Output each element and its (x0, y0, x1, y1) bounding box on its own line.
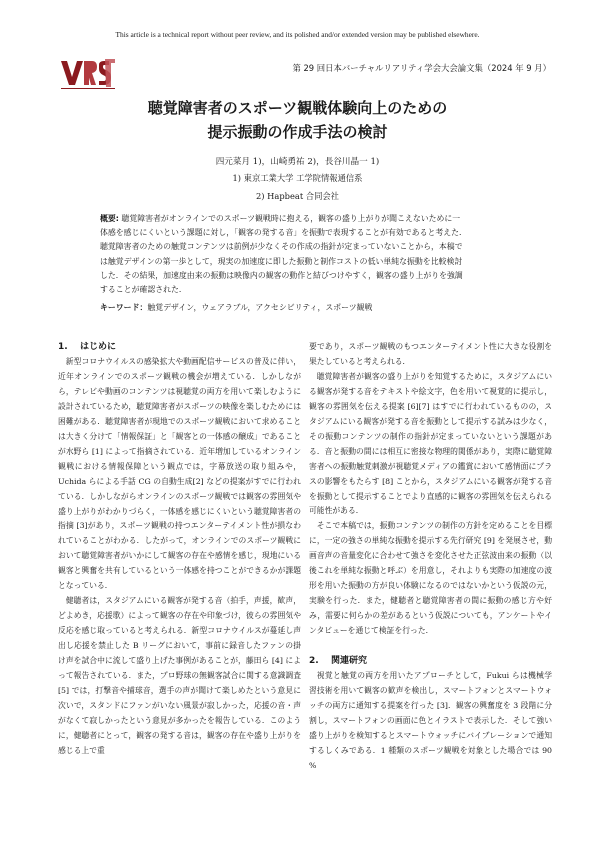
paragraph: そこで本稿では，振動コンテンツの制作の方針を定めることを目標に，一定の強さの単純な振動を提示する先行研究 [9] を発展させ，動画音声の音量変化に合わせて強さを変化させた正弦波由来の振動（以後これを単純な振動と呼ぶ）を用意し，それよりも実際の加速度の波形を用いた振動の方が良い体験になるのではないかという仮説の元，実験を行った．また，健聴者と聴覚障害者の間に振動の感じ方や好み，需要に何らかの差があるという仮説についても，アンケートやインタビューを通じて検証を行った． (309, 521, 553, 636)
proceedings-info: 第 29 回日本バーチャルリアリティ学会大会論文集（2024 年 9 月） (292, 63, 551, 73)
author-list: 四元菜月 1)，山崎勇祐 2)，長谷川晶一 1) (215, 157, 380, 167)
section-heading-related-work: 2. 関連研究 (309, 656, 368, 667)
abstract-line: 聴覚障害者のための触覚コンテンツは前例が少なくその作成の指針が定まっていないことから，本稿で (100, 242, 463, 252)
affiliation-2: 2) Hapbeat 合同会社 (256, 191, 339, 201)
abstract (100, 212, 498, 297)
review-notice: This article is a technical report without peer review, and its polished and/or extended version may be published elsewhere. (115, 30, 480, 39)
abstract-line: することが確認された． (100, 285, 187, 295)
abstract-line: 体感を感じにくいという課題に対し，「観客の発する音」を振動で表現することが有効であると考えた． (100, 228, 467, 238)
paragraph: 要であり，スポーツ観戦のもつエンターテイメント性に大きな役割を果たしていると考えられる． (309, 342, 553, 366)
paragraph: 健聴者は，スタジアムにいる観客が発する音（拍手，声援，歓声，どよめき，応援歌）によって観客の存在や印象づけ，彼らの雰囲気や反応を感じ取っていると考えられる．新型コロナウイルスが蔓延し声出し応援を禁止した B リーグにおいて，事前に録音したファンの掛け声を試合中に流して盛り上げた事例があることが，藤田ら [4] によって報告されている．また，プロ野球の無観客試合に関する意識調査 [5] では，打撃音や捕球音，選手の声が聞けて楽しめたという意見に次いで，スタンドにファンがいない風景が寂しかった，応援の音・声がなくて寂しかったという意見が多かったを報告している．このように，健聴者にとって，観客の発する音は，観客の存在や盛り上がりを感じる上で重 (58, 596, 302, 755)
paragraph: 聴覚障害者が観客の盛り上がりを知覚するために，スタジアムにいる観客が発する音をテキストや絵文字，色を用いて視覚的に提示し，観客の雰囲気を伝える提案 [6][7] はすでに行われているものの，スタジアムにいる観客が発する音を振動として提示する試みは少なく，その振動コンテンツの制作の指針が定まっていないという課題がある．音と振動の間には相互に密接な物理的関係があり，実際に聴覚障害者への振動触覚刺激が視聴覚メディアの鑑賞において感情面にプラスの影響をもたらす [8] ことから，スタジアムにいる観客が発する音を振動として提示することでより直感的に観客の雰囲気を伝えられる可能性がある． (309, 371, 553, 516)
paper-title (0, 96, 595, 144)
keywords-text: 触覚デザイン，ウェアラブル，アクセシビリティ，スポーツ観戦 (147, 303, 373, 312)
vrsj-logo-icon (59, 57, 117, 93)
abstract-line: は触覚デザインの第一歩として，現実の加速度に即した振動と制作コストの低い単純な振動を比較検討 (100, 256, 463, 266)
title-line-1: 聴覚障害者のスポーツ観戦体験向上のための (147, 99, 448, 117)
title-line-2: 提示振動の作成手法の検討 (207, 123, 388, 141)
left-column (58, 340, 301, 759)
paragraph: 視覚と触覚の両方を用いたアプローチとして，Fukui らは機械学習技術を用いて観客の歓声を検出し，スマートフォンとスマートウォッチの両方に通知する提案を行った [3]．観客の興奮度を 3 段階に分割し，スマートフォンの画面に色とイラストで表示した．そして強い盛り上がりを検知するとスマートウォッチにバイブレーションで通知するしくみである．1 種類のスポーツ観戦を対象とした場合では 90 % (309, 671, 553, 770)
abstract-label: 概要: (100, 214, 119, 223)
section-heading-intro: 1. はじめに (58, 342, 117, 352)
keywords-label: キーワード： (100, 303, 148, 312)
keywords (100, 302, 498, 313)
abstract-line: した．その結果，加速度由来の振動は映像内の観客の動作と結びつけやすく，観客の盛り上がりを強調 (100, 270, 463, 280)
abstract-line: 概要: 聴覚障害者がオンラインでのスポーツ観戦時に抱える，観客の盛り上がりが聞こえないために一 (100, 214, 461, 223)
right-column (309, 340, 552, 774)
affiliation-1: 1) 東京工業大学 工学院情報通信系 (232, 173, 363, 183)
paragraph: 新型コロナウイルスの感染拡大や動画配信サービスの普及に伴い，近年オンラインでのスポーツ観戦の機会が増えている．しかしながら，テレビや動画のコンテンツは視聴覚の両方を用いて楽しむように設計されているため，聴覚障害者がスポーツの映像を楽しむためには困難がある．聴覚障害者が現地でのスポーツ観戦において求めることは大きく分けて「情報保証」と「観客との一体感の醸成」であることが水野ら [1] によって指摘されている．近年増加しているオンライン観戦における情報保障という観点では，字幕放送の取り組みや，Uchida らによる手話 CG の自動生成[2] などの提案がすでに行われている．しかしながらオンラインのスポーツ観戦では観客の雰囲気や盛り上がりがわかりづらく，一体感を感じにくいという聴覚障害者の指摘 [3]があり，スポーツ観戦の持つエンターテイメント性が損なわれていることがわかる．したがって，オンラインでのスポーツ観戦において聴覚障害者がいかにして観客の存在や感情を感じ，現地にいる観客と興奮を共有しているという一体感を持つことができるかが課題となっている． (58, 357, 302, 591)
